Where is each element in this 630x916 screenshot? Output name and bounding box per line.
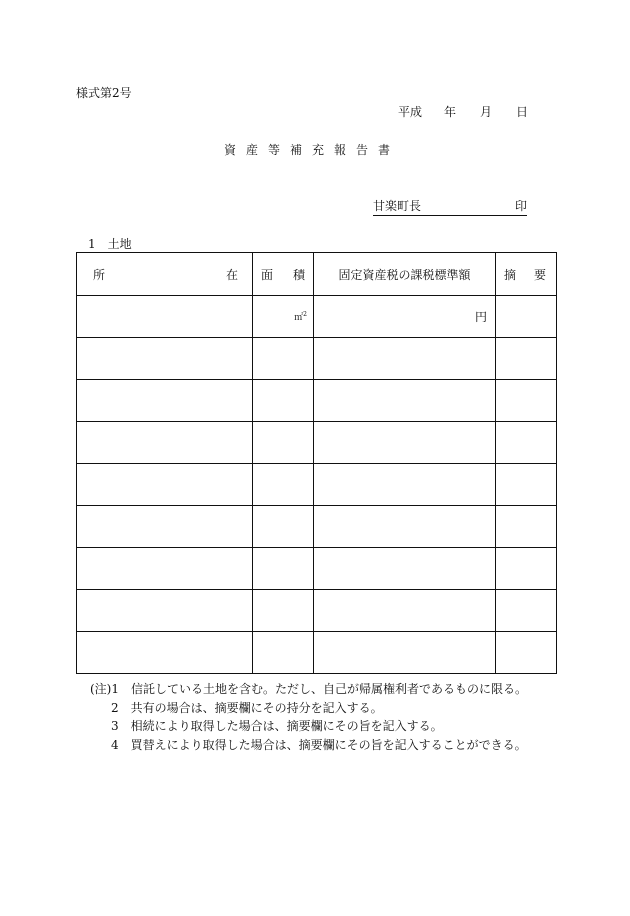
date-era: 平成 — [398, 105, 423, 119]
cell-location[interactable] — [77, 380, 253, 422]
cell-location[interactable] — [77, 632, 253, 674]
cell-remarks[interactable] — [496, 548, 557, 590]
form-number: 様式第2号 — [76, 86, 132, 100]
cell-area[interactable] — [253, 464, 314, 506]
cell-remarks[interactable] — [496, 590, 557, 632]
note-1: (注)1 信託している土地を含む。ただし、自己が帰属権利者であるものに限る。 — [90, 682, 528, 696]
cell-remarks[interactable] — [496, 506, 557, 548]
date-day: 日 — [516, 105, 529, 119]
table-row — [77, 380, 557, 422]
seal-mark: 印 — [514, 199, 527, 213]
cell-area[interactable]: ㎡$^2$ — [253, 296, 314, 338]
cell-location[interactable] — [77, 296, 253, 338]
notes — [90, 680, 527, 754]
table-row — [77, 296, 557, 338]
section-heading: 1 土地 — [88, 237, 132, 251]
date-month: 月 — [480, 105, 493, 119]
cell-location[interactable] — [77, 464, 253, 506]
table-row — [77, 338, 557, 380]
cell-remarks[interactable] — [496, 632, 557, 674]
table-row — [77, 548, 557, 590]
table-header-row — [77, 253, 557, 296]
table-row — [77, 590, 557, 632]
date-year: 年 — [444, 105, 457, 119]
cell-remarks[interactable] — [496, 422, 557, 464]
cell-location[interactable] — [77, 506, 253, 548]
cell-location[interactable] — [77, 422, 253, 464]
cell-assessed-value[interactable] — [314, 338, 496, 380]
cell-assessed-value[interactable] — [314, 590, 496, 632]
date-line — [398, 103, 528, 120]
cell-area[interactable] — [253, 632, 314, 674]
document-title: 資産等補充報告書 — [224, 143, 401, 157]
cell-location[interactable] — [77, 590, 253, 632]
cell-remarks[interactable] — [496, 338, 557, 380]
cell-assessed-value[interactable] — [314, 632, 496, 674]
cell-assessed-value[interactable] — [314, 506, 496, 548]
header-assessed-value: 固定資産税の課税標準額 — [314, 253, 496, 296]
cell-assessed-value[interactable] — [314, 380, 496, 422]
addressee-name: 甘楽町長 — [373, 199, 422, 213]
note-2: 2 共有の場合は、摘要欄にその持分を記入する。 — [111, 700, 383, 715]
cell-area[interactable] — [253, 338, 314, 380]
cell-assessed-value[interactable]: 円 — [314, 296, 496, 338]
table-row — [77, 506, 557, 548]
cell-area[interactable] — [253, 380, 314, 422]
addressee-line — [373, 197, 527, 216]
cell-assessed-value[interactable] — [314, 548, 496, 590]
note-3: 3 相続により取得した場合は、摘要欄にその旨を記入する。 — [111, 719, 443, 733]
header-location: 所 在 — [77, 253, 253, 296]
table-row — [77, 464, 557, 506]
cell-assessed-value[interactable] — [314, 422, 496, 464]
note-4: 4 買替えにより取得した場合は、摘要欄にその旨を記入することができる。 — [111, 737, 527, 752]
header-remarks: 摘 要 — [496, 253, 557, 296]
header-area: 面 積 — [253, 253, 314, 296]
table-row — [77, 632, 557, 674]
cell-remarks[interactable] — [496, 380, 557, 422]
cell-remarks[interactable] — [496, 296, 557, 338]
cell-remarks[interactable] — [496, 464, 557, 506]
cell-area[interactable] — [253, 422, 314, 464]
cell-assessed-value[interactable] — [314, 464, 496, 506]
cell-location[interactable] — [77, 338, 253, 380]
land-table — [76, 252, 557, 674]
cell-area[interactable] — [253, 590, 314, 632]
cell-location[interactable] — [77, 548, 253, 590]
cell-area[interactable] — [253, 506, 314, 548]
table-row — [77, 422, 557, 464]
cell-area[interactable] — [253, 548, 314, 590]
